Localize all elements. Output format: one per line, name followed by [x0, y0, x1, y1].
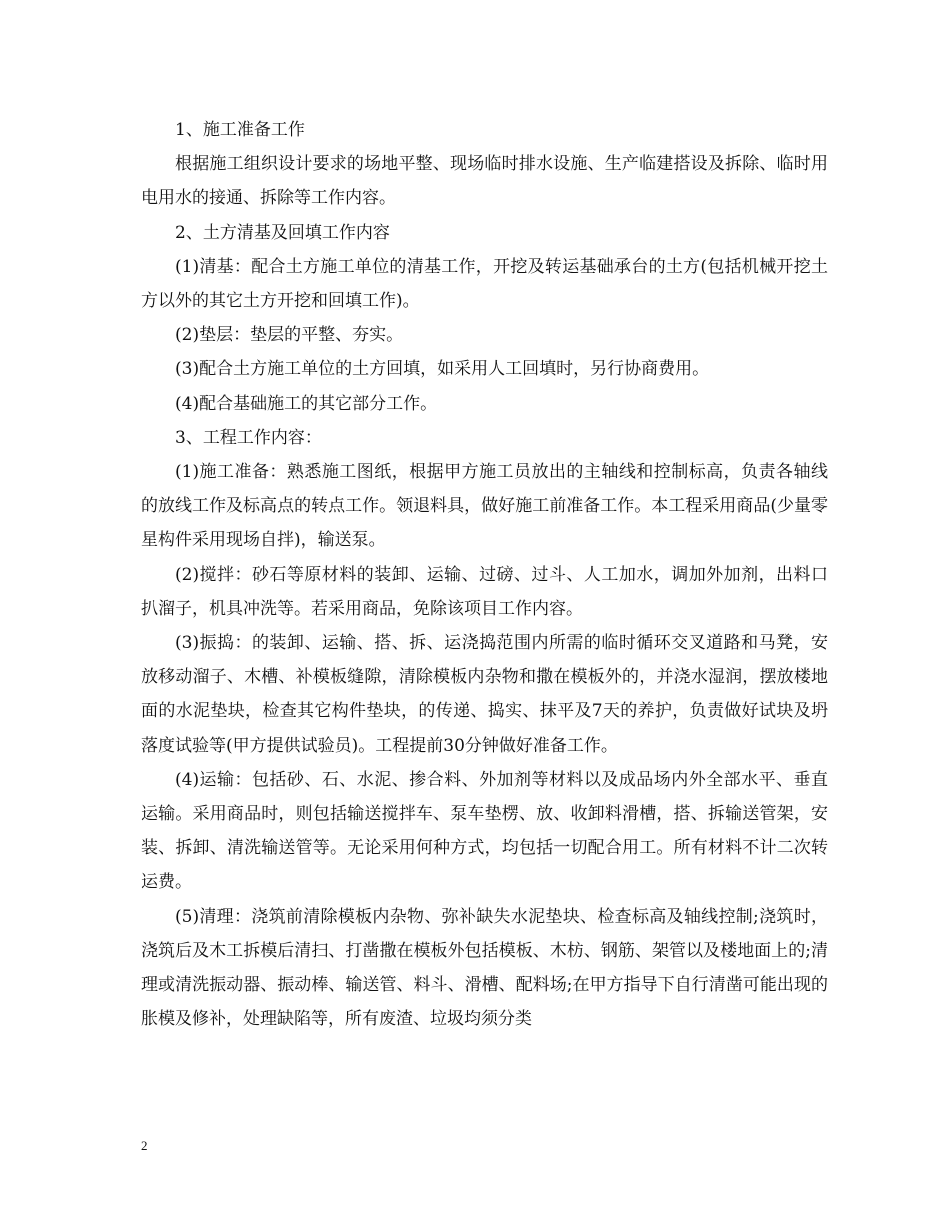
paragraph: 根据施工组织设计要求的场地平整、现场临时排水设施、生产临建搭设及拆除、临时用电用水的接通、拆除等工作内容。 [141, 154, 828, 209]
paragraph: (1)清基：配合土方施工单位的清基工作，开挖及转运基础承台的土方(包括机械开挖土方以外的其它土方开挖和回填工作)。 [141, 256, 828, 312]
paragraph: (4)运输：包括砂、石、水泥、掺合料、外加剂等材料以及成品场内外全部水平、垂直运输。采用商品时，则包括输送搅拌车、泵车垫楞、放、收卸料滑槽，搭、拆输送管架，安装、拆卸、清洗输送管等。无论采用何种方式，均包括一切配合用工。所有材料不计二次转运费。 [141, 769, 828, 893]
paragraph: (3)配合土方施工单位的土方回填，如采用人工回填时，另行协商费用。 [175, 359, 710, 380]
paragraph: (1)施工准备：熟悉施工图纸，根据甲方施工员放出的主轴线和控制标高，负责各轴线的放线工作及标高点的转点工作。领退料具，做好施工前准备工作。本工程采用商品(少量零星构件采用现场自拌)，输送泵。 [141, 462, 828, 551]
section-heading-3: 3、工程工作内容： [175, 427, 322, 448]
paragraph: (2)搅拌：砂石等原材料的装卸、运输、过磅、过斗、人工加水，调加外加剂，出料口扒溜子，机具冲洗等。若采用商品，免除该项目工作内容。 [141, 564, 828, 619]
section-heading-1: 1、施工准备工作 [175, 120, 305, 140]
document-body [141, 113, 828, 1036]
section-heading-2: 2、土方清基及回填工作内容 [175, 222, 390, 243]
paragraph: (4)配合基础施工的其它部分工作。 [175, 393, 438, 414]
paragraph: (2)垫层：垫层的平整、夯实。 [175, 325, 404, 346]
paragraph: (5)清理：浇筑前清除模板内杂物、弥补缺失水泥垫块、检查标高及轴线控制;浇筑时，浇筑后及木工拆模后清扫、打凿撒在模板外包括模板、木枋、钢筋、架管以及楼地面上的;清理或清洗振动器、振动棒、输送管、料斗、滑槽、配料场;在甲方指导下自行清凿可能出现的胀模及修补，处理缺陷等，所有废渣、垃圾均须分类 [141, 906, 828, 1030]
page-number: 2 [141, 1138, 148, 1153]
paragraph: (3)振捣：的装卸、运输、搭、拆、运浇捣范围内所需的临时循环交叉道路和马凳，安放移动溜子、木槽、补模板缝隙，清除模板内杂物和撒在模板外的，并浇水湿润，摆放楼地面的水泥垫块，检查其它构件垫块，的传递、捣实、抹平及7天的养护，负责做好试块及坍落度试验等(甲方提供试验员)。工程提前30分钟做好准备工作。 [141, 633, 828, 756]
